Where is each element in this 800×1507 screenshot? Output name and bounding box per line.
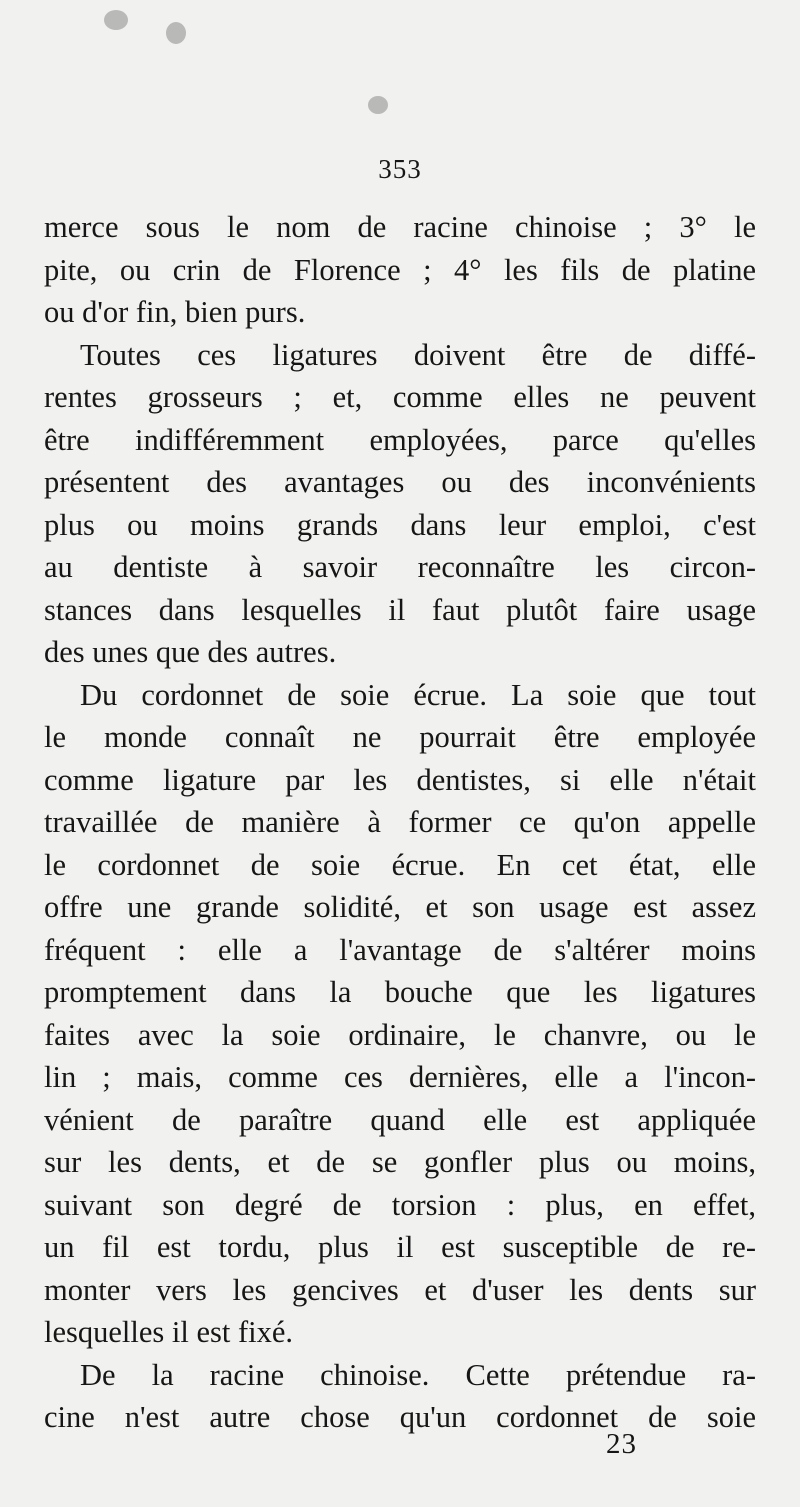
page-number: 353 [378, 154, 422, 184]
text-line: fréquent : elle a l'avantage de s'altérer moins [44, 932, 756, 967]
text-line: lesquelles il est fixé. [44, 1315, 294, 1349]
text-line: lin ; mais, comme ces dernières, elle a l'incon- [44, 1060, 756, 1094]
text-line: plus ou moins grands dans leur emploi, c'est [44, 507, 756, 542]
text-line: pite, ou crin de Florence ; 4° les fils de platine [44, 252, 756, 287]
text-line: Du cordonnet de soie écrue. La soie que tout [80, 677, 756, 712]
text-line: De la racine chinoise. Cette prétendue ra- [80, 1357, 756, 1392]
text-line: un fil est tordu, plus il est susceptible de re- [44, 1230, 756, 1264]
text-line: stances dans lesquelles il faut plutôt faire usage [44, 592, 756, 627]
text-line: le cordonnet de soie écrue. En cet état, elle [44, 847, 756, 882]
text-line: au dentiste à savoir reconnaître les circon- [44, 550, 756, 584]
text-line: cine n'est autre chose qu'un cordonnet de soie [44, 1400, 756, 1434]
text-line: des unes que des autres. [44, 635, 337, 669]
text-line: offre une grande solidité, et son usage est assez [44, 890, 756, 924]
signature-mark: 23 [606, 1428, 637, 1460]
text-line: être indifféremment employées, parce qu'elles [44, 422, 756, 457]
text-line: le monde connaît ne pourrait être employée [44, 720, 756, 754]
text-line: sur les dents, et de se gonfler plus ou moins, [44, 1145, 756, 1179]
text-line: faites avec la soie ordinaire, le chanvre, ou le [44, 1017, 756, 1052]
text-line: présentent des avantages ou des inconvénients [44, 465, 756, 499]
text-line: comme ligature par les dentistes, si elle n'était [44, 762, 756, 797]
text-line: vénient de paraître quand elle est appliquée [44, 1102, 756, 1137]
text-line: travaillée de manière à former ce qu'on appelle [44, 805, 756, 839]
text-line: suivant son degré de torsion : plus, en effet, [44, 1187, 756, 1222]
body-text [44, 206, 756, 1439]
text-line: ou d'or fin, bien purs. [44, 295, 306, 329]
text-line: promptement dans la bouche que les ligatures [44, 975, 756, 1009]
text-line: merce sous le nom de racine chinoise ; 3° le [44, 210, 756, 244]
text-line: monter vers les gencives et d'user les dents sur [44, 1272, 756, 1307]
text-line: rentes grosseurs ; et, comme elles ne peuvent [44, 380, 756, 414]
text-line: Toutes ces ligatures doivent être de diffé- [80, 337, 756, 372]
